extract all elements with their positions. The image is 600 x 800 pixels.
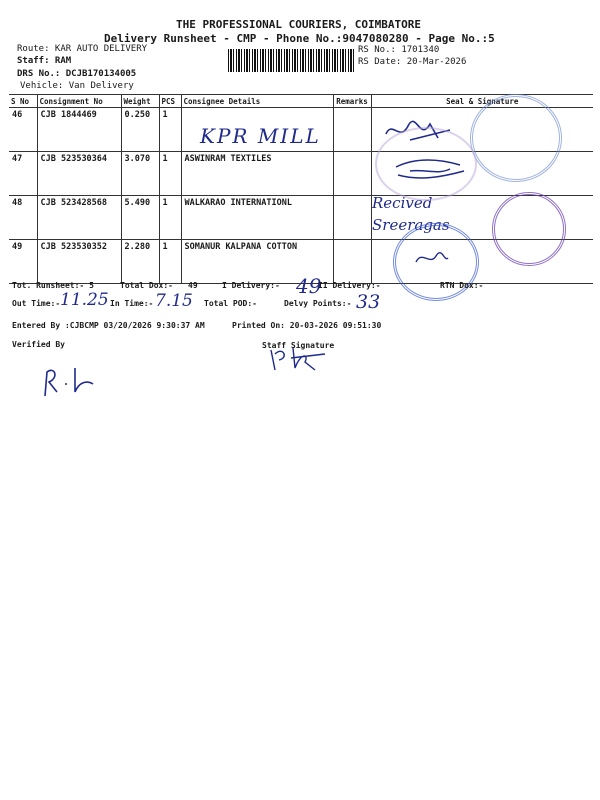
cell-pcs: 1 xyxy=(159,108,181,152)
company-title: THE PROFESSIONAL COURIERS, COIMBATORE xyxy=(176,18,422,31)
col-remarks: Remarks xyxy=(333,95,371,108)
ii-delivery: II Delivery:- xyxy=(318,281,381,290)
total-pod: Total POD:- xyxy=(204,299,257,308)
out-time-label: Out Time:- xyxy=(12,299,61,308)
delvy-points-value: 33 xyxy=(356,291,381,313)
cell-consignee: ASWINRAM TEXTILES xyxy=(181,152,333,196)
cell-weight: 0.250 xyxy=(121,108,159,152)
cell-sno: 47 xyxy=(9,152,37,196)
barcode xyxy=(228,49,354,72)
drs-number: DRS No.: DCJB170134005 xyxy=(17,69,137,79)
vehicle: Vehicle: Van Delivery xyxy=(20,81,134,91)
cell-weight: 5.490 xyxy=(121,196,159,240)
i-delivery-label: I Delivery:- xyxy=(222,281,280,290)
tot-runsheet: Tot. Runsheet:- 5 xyxy=(12,281,94,290)
col-consignee: Consignee Details xyxy=(181,95,333,108)
cell-consignment: CJB 523428568 xyxy=(37,196,121,240)
col-consignment: Consignment No xyxy=(37,95,121,108)
rs-date: RS Date: 20-Mar-2026 xyxy=(358,57,467,67)
col-seal: Seal & Signature xyxy=(371,95,593,108)
cell-remarks xyxy=(333,152,371,196)
cell-consignee: WALKARAO INTERNATIONL xyxy=(181,196,333,240)
col-sno: S No xyxy=(9,95,37,108)
verified-by-label: Verified By xyxy=(12,340,65,349)
i-delivery-value: 49 xyxy=(296,274,322,298)
rs-number: RS No.: 1701340 xyxy=(358,45,440,55)
route: Route: KAR AUTO DELIVERY xyxy=(17,44,148,54)
cell-remarks xyxy=(333,196,371,240)
verified-signature xyxy=(35,362,105,402)
printed-on: Printed On: 20-03-2026 09:51:30 xyxy=(232,321,382,330)
col-pcs: PCS xyxy=(159,95,181,108)
runsheet-title: Delivery Runsheet - CMP - Phone No.:9047080280 - Page No.:5 xyxy=(104,32,495,45)
handwritten-kpr-mill: KPR MILL xyxy=(200,124,321,148)
out-time-value: 11.25 xyxy=(60,290,109,310)
in-time-label: In Time:- xyxy=(110,299,154,308)
cell-consignment: CJB 1844469 xyxy=(37,108,121,152)
cell-sno: 46 xyxy=(9,108,37,152)
faint-stamp-seal xyxy=(375,127,477,201)
cell-consignee: SOMANUR KALPANA COTTON xyxy=(181,240,333,284)
in-time-value: 7.15 xyxy=(155,291,193,311)
cell-sno: 48 xyxy=(9,196,37,240)
company-stamp-seal xyxy=(470,94,562,182)
delvy-points-label: Delvy Points:- xyxy=(284,299,352,308)
staff-signature xyxy=(265,340,335,374)
cell-pcs: 1 xyxy=(159,240,181,284)
staff-signature-label: Staff Signature xyxy=(262,341,335,350)
walkarao-stamp-seal xyxy=(492,192,566,266)
total-dox-value: 49 xyxy=(188,281,198,290)
cell-weight: 3.070 xyxy=(121,152,159,196)
cell-pcs: 1 xyxy=(159,152,181,196)
staff: Staff: RAM xyxy=(17,56,72,66)
rtn-dox: RTN Dox:- xyxy=(440,281,484,290)
cell-sno: 49 xyxy=(9,240,37,284)
cell-remarks xyxy=(333,108,371,152)
handwritten-received: Recived Sreeragas xyxy=(372,194,450,234)
col-weight: Weight xyxy=(121,95,159,108)
total-dox-label: Total Dox:- xyxy=(120,281,173,290)
cell-consignment: CJB 523530364 xyxy=(37,152,121,196)
entered-by: Entered By :CJBCMP 03/20/2026 9:30:37 AM xyxy=(12,321,205,330)
cell-consignment: CJB 523530352 xyxy=(37,240,121,284)
cell-weight: 2.280 xyxy=(121,240,159,284)
cell-remarks xyxy=(333,240,371,284)
cell-pcs: 1 xyxy=(159,196,181,240)
